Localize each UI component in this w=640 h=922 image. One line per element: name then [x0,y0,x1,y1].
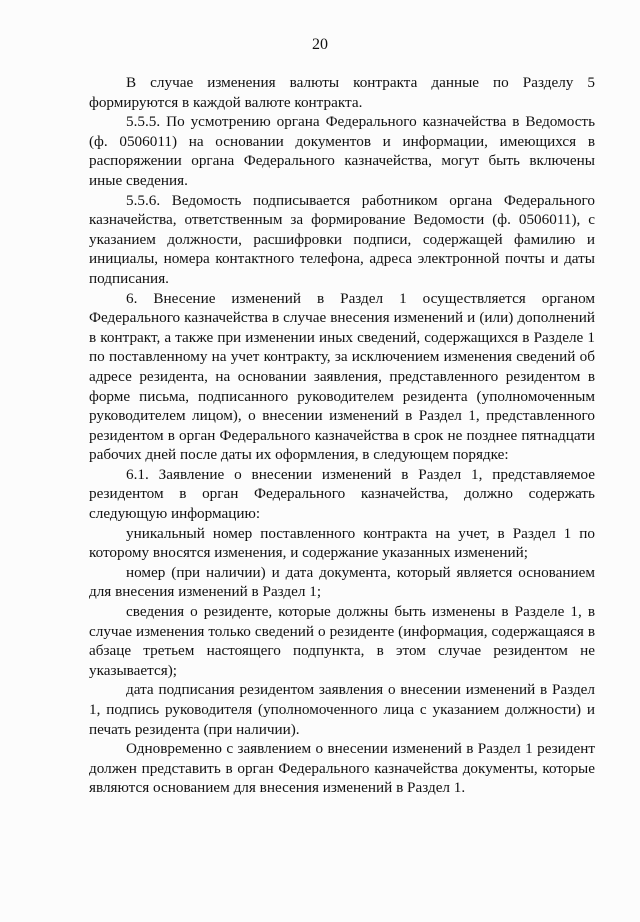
paragraph-6: 6. Внесение изменений в Раздел 1 осуществляется органом Федерального казначейства в случае внесения изменений и (или) дополнений в контракт, а также при изменении иных сведений, содержащихся в Разделе 1 по поставленному на учет контракту, за исключением изменения сведений об адресе резидента, на основании заявления, представленного резидентом в форме письма, подписанного руководителем резидента (уполномоченным руководителем лицом), о внесении изменений в Раздел 1, представленного резидентом в орган Федерального казначейства в срок не позднее пятнадцати рабочих дней после даты их оформления, в следующем порядке: [89,289,595,464]
list-item-document-number: номер (при наличии) и дата документа, который является основанием для внесения изменений в Раздел 1; [89,563,595,601]
paragraph-currency-change: В случае изменения валюты контракта данные по Разделу 5 формируются в каждой валюте контракта. [89,74,595,111]
paragraph-5-5-5: 5.5.5. По усмотрению органа Федерального казначейства в Ведомость (ф. 0506011) на основании документов и информации, имеющихся в распоряжении органа Федерального казначейства, могут быть включены иные сведения. [89,113,595,189]
paragraph-5-5-6: 5.5.6. Ведомость подписывается работником органа Федерального казначейства, ответственным за формирование Ведомости (ф. 0506011), с указанием должности, расшифровки подписи, содержащей фамилию и инициалы, номера контактного телефона, адреса электронной почты и даты подписания. [89,191,595,287]
list-item-signing-date: дата подписания резидентом заявления о внесении изменений в Раздел 1, подпись руководителя (уполномоченного лица с указанием должности) и печать резидента (при наличии). [89,681,595,738]
page-number: 20 [312,36,328,53]
paragraph-6-1: 6.1. Заявление о внесении изменений в Раздел 1, представляемое резидентом в орган Федерального казначейства, должно содержать следующую информацию: [89,465,595,523]
document-body [89,73,595,798]
list-item-resident-info: сведения о резиденте, которые должны быть изменены в Разделе 1, в случае изменения только сведений о резиденте (информация, содержащаяся в абзаце третьем настоящего подпункта, в этом случае резидентом не указывается); [89,603,595,679]
paragraph-supporting-documents: Одновременно с заявлением о внесении изменений в Раздел 1 резидент должен представить в орган Федерального казначейства документы, которые являются основанием для внесения изменений в Раздел 1. [89,740,595,797]
list-item-unique-number: уникальный номер поставленного контракта на учет, в Раздел 1 по которому вносятся изменения, и содержание указанных изменений; [89,524,595,562]
